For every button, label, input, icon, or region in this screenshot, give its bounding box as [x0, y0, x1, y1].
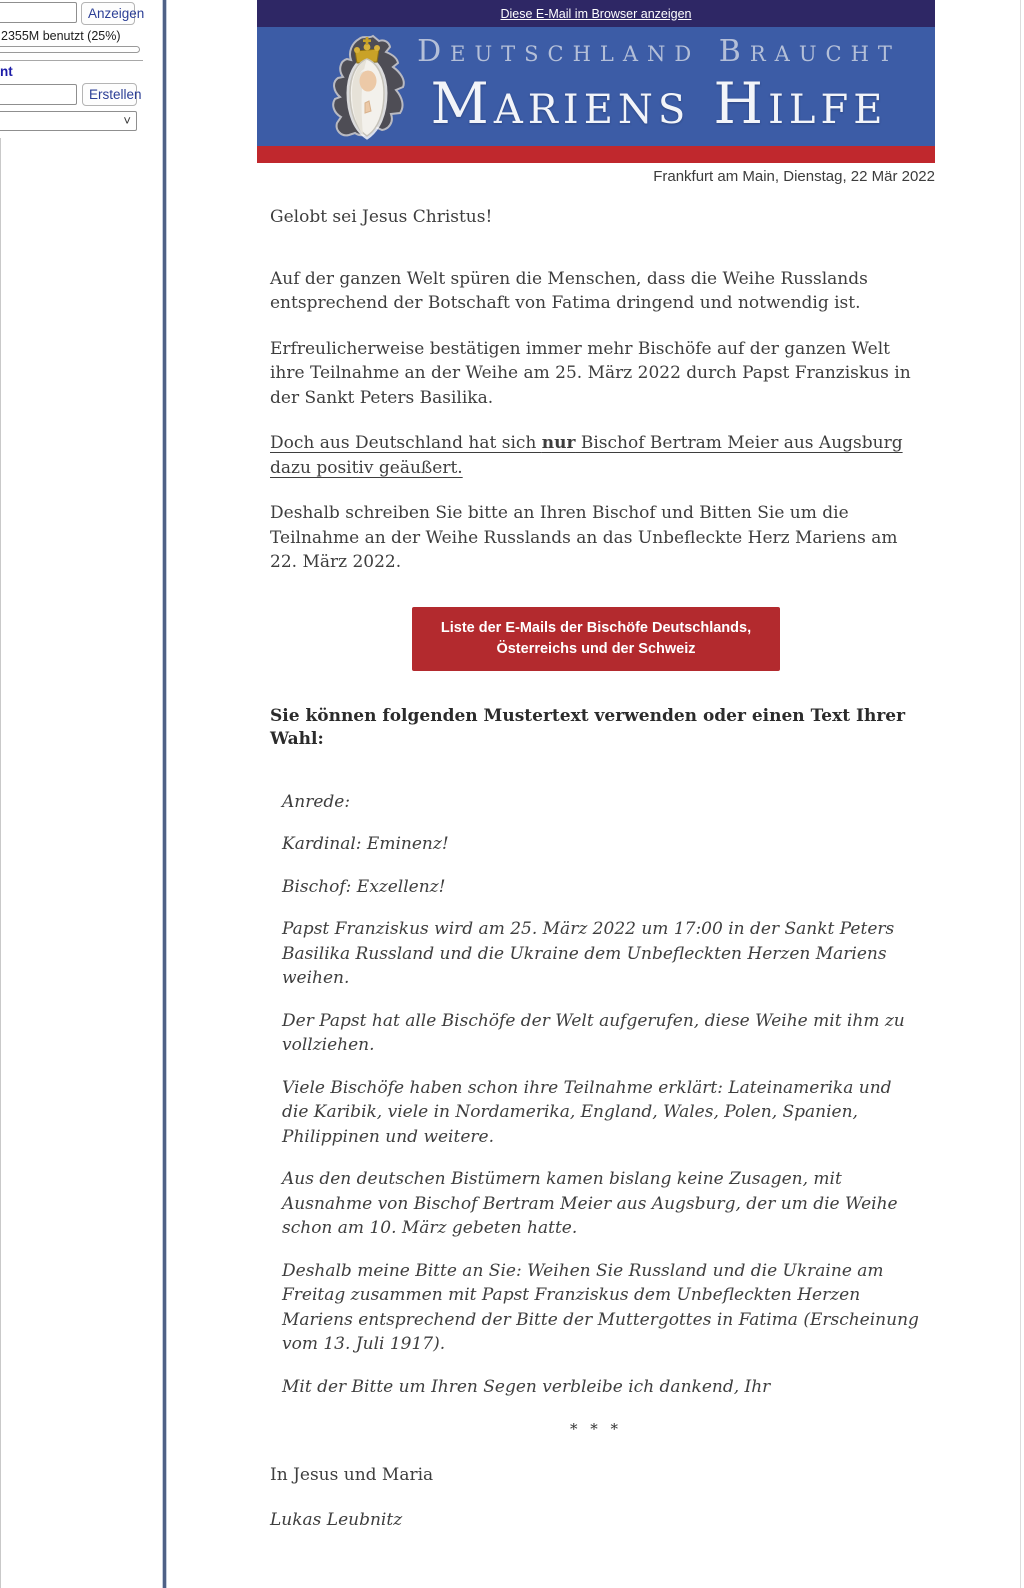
quote-paragraph: Bischof: Exzellenz! [282, 876, 446, 897]
stars-separator: * * * [569, 1420, 623, 1438]
underlined-text-post: Bischof Bertram Meier aus Augsburg dazu positiv geäußert. [270, 433, 903, 478]
quote-paragraph: Der Papst hat alle Bischöfe der Welt aufgerufen, diese Weihe mit ihm zu vollziehen. [282, 1010, 905, 1055]
quota-progress-bar [0, 46, 140, 53]
mustertext-heading: Sie können folgenden Mustertext verwenden oder einen Text Ihrer Wahl: [270, 705, 906, 749]
quote-paragraph: Deshalb meine Bitte an Sie: Weihen Sie Russland und die Ukraine am Freitag zusammen mit Papst Franziskus dem Unbefleckten Herzen Mariens entsprechend der Bitte der Muttergottes in Fatima (Erscheinung vom 13. Juli 1917). [282, 1260, 919, 1354]
signature-name: Lukas Leubnitz [270, 1510, 403, 1530]
banner-title [387, 35, 931, 135]
webmail-sidebar [0, 0, 161, 1588]
closing-line: In Jesus und Maria [270, 1464, 434, 1485]
chevron-down-icon: ˅ [123, 113, 131, 128]
search-input[interactable] [0, 2, 77, 23]
quota-text: 2355M benutzt (25%) [1, 29, 121, 43]
panel-edge-line [0, 138, 1, 1588]
body-paragraph: Erfreulicherweise bestätigen immer mehr Bischöfe auf der ganzen Welt ihre Teilnahme an der Weihe am 25. März 2022 durch Papst Franziskus in der Sankt Peters Basilika. [270, 338, 911, 408]
quote-paragraph: Kardinal: Eminenz! [282, 834, 449, 854]
underlined-paragraph [270, 431, 922, 480]
banner-title-line2: Mariens Hilfe [430, 71, 888, 137]
sidebar-section-label: nt [0, 64, 13, 79]
email-content [257, 205, 935, 1533]
body-paragraph: Auf der ganzen Welt spüren die Menschen, dass die Weihe Russlands entsprechend der Botschaft von Fatima dringend und notwendig ist. [270, 268, 868, 313]
folder-select[interactable] [0, 111, 137, 131]
pane-splitter[interactable] [161, 0, 168, 1588]
quote-paragraph: Aus den deutschen Bistümern kamen bislang keine Zusagen, mit Ausnahme von Bischof Bertram Meier aus Augsburg, der um die Weihe schon am 10. März gebeten hatte. [282, 1169, 898, 1238]
quote-paragraph: Anrede: [282, 791, 351, 812]
underlined-text-pre: Doch aus Deutschland hat sich [270, 433, 542, 453]
cta-line2: Österreichs und der Schweiz [496, 640, 696, 657]
sidebar-divider [0, 60, 143, 61]
quote-paragraph: Mit der Bitte um Ihren Segen verbleibe ich dankend, Ihr [282, 1376, 771, 1397]
quote-paragraph: Viele Bischöfe haben schon ihre Teilnahme erklärt: Lateinamerika und die Karibik, viele in Nordamerika, England, Wales, Polen, Spanien, Philippinen und weitere. [282, 1077, 892, 1147]
cta-row [270, 607, 922, 671]
sample-letter-blockquote [282, 790, 922, 1400]
greeting-line: Gelobt sei Jesus Christus! [270, 207, 493, 227]
banner-title-line1: Deutschland Braucht [417, 34, 901, 69]
reading-pane-right-border [1020, 0, 1021, 1588]
underlined-text-bold: nur [541, 433, 576, 453]
red-stripe [257, 146, 935, 163]
create-input[interactable] [0, 84, 77, 105]
cta-line1: Liste der E-Mails der Bischöfe Deutschlands, [440, 619, 752, 636]
create-button[interactable]: Erstellen [82, 83, 137, 106]
view-in-browser-bar [257, 0, 935, 27]
email-message [257, 0, 935, 1554]
newsletter-banner [257, 27, 935, 146]
date-line: Frankfurt am Main, Dienstag, 22 Mär 2022 [653, 168, 935, 185]
show-button[interactable]: Anzeigen [81, 2, 135, 25]
view-in-browser-link[interactable]: Diese E-Mail im Browser anzeigen [500, 6, 692, 21]
bishops-email-list-button[interactable] [412, 607, 780, 671]
quote-paragraph: Papst Franziskus wird am 25. März 2022 um 17:00 in der Sankt Peters Basilika Russland und die Ukraine dem Unbefleckten Herzen Mariens weihen. [282, 919, 895, 988]
body-paragraph: Deshalb schreiben Sie bitte an Ihren Bischof und Bitten Sie um die Teilnahme an der Weihe Russlands an das Unbefleckte Herz Mariens am 22. März 2022. [270, 503, 898, 572]
